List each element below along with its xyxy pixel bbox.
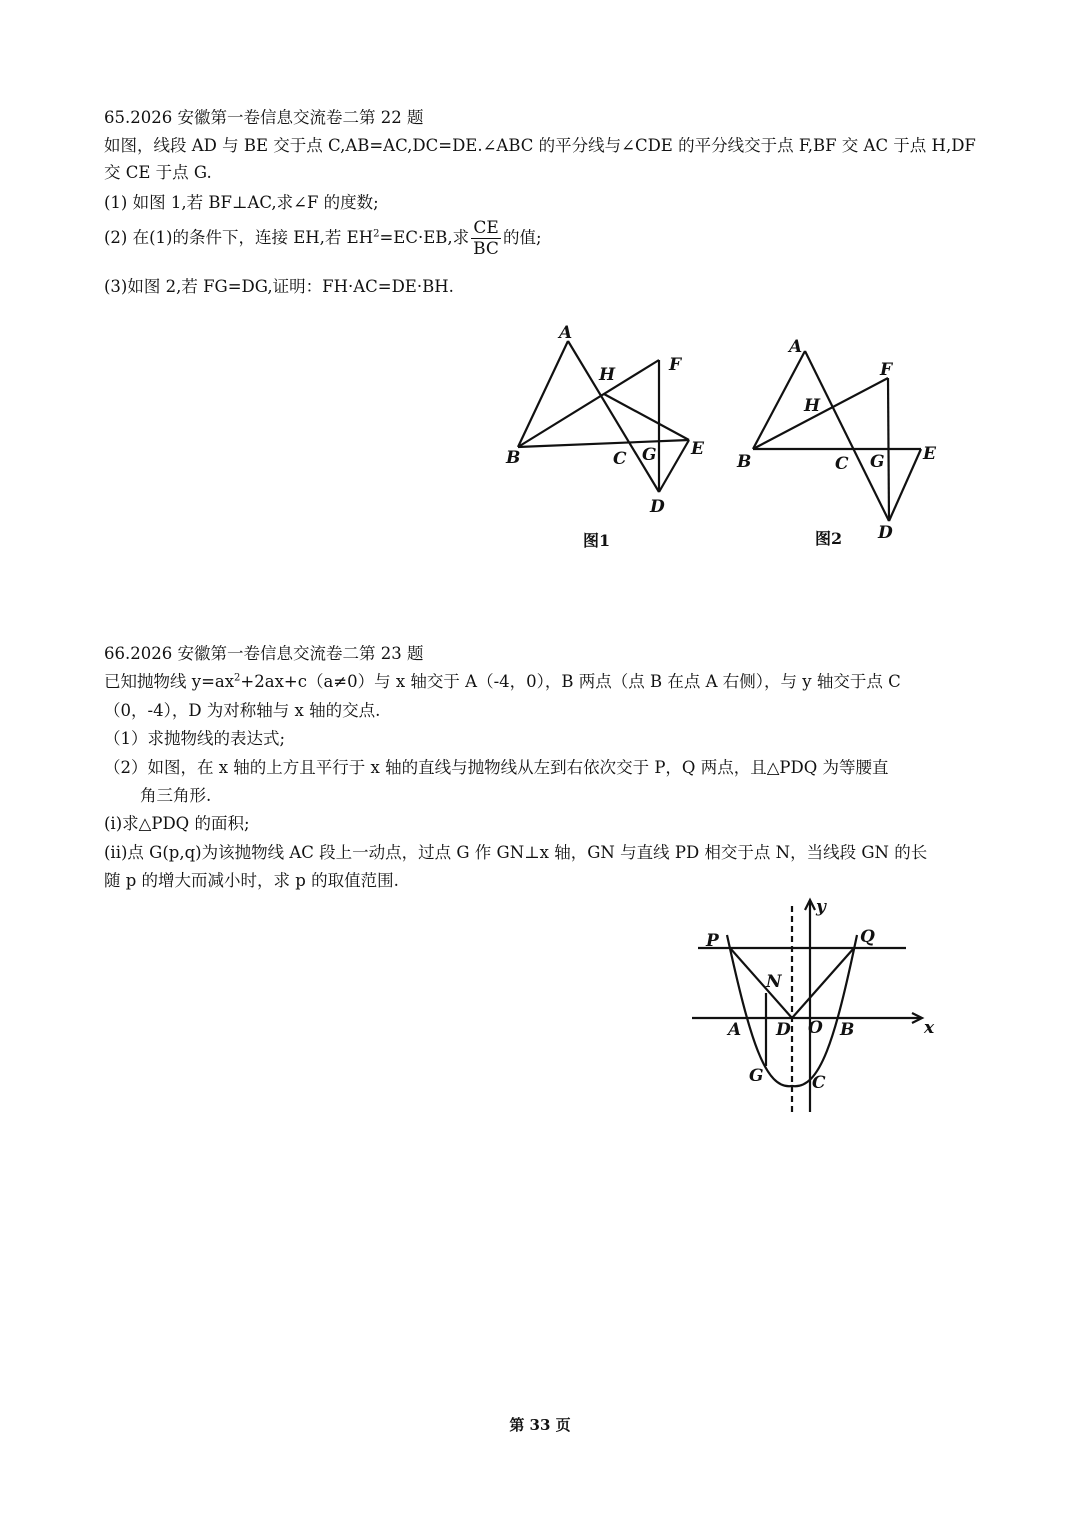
fig2-label-A: A: [789, 337, 803, 357]
q66-sub1: (i)求△PDQ 的面积;: [104, 814, 250, 833]
fig2-label-D: D: [878, 523, 893, 543]
q66-title: 66.2026 安徽第一卷信息交流卷二第 23 题: [104, 644, 424, 663]
q65-part2-sup: 2: [373, 228, 380, 240]
segment-PD: [730, 948, 792, 1018]
fig1-label-D: D: [650, 497, 665, 517]
label-x: x: [924, 1018, 935, 1038]
q65-figure-2: [725, 325, 955, 565]
q65-part3: (3)如图 2,若 FG=DG,证明：FH·AC=DE·BH.: [104, 277, 454, 296]
q66-stem-line1-b: +2ax+c（a≠0）与 x 轴交于 A（-4，0），B 两点（点 B 在点 A 右侧），与 y 轴交于点 C: [240, 672, 901, 691]
q65-figure-1: [495, 320, 725, 560]
q66-stem-line1-a: 已知抛物线 y=ax: [104, 672, 235, 691]
segment-QD: [792, 948, 854, 1018]
fig1-label-G: G: [642, 445, 657, 465]
fig2-label-B: B: [737, 452, 752, 472]
label-y: y: [816, 897, 826, 917]
fig1-segment-DE: [659, 440, 689, 492]
fig1-segment-HE: [604, 394, 689, 440]
q66-stem-line1: [104, 671, 901, 693]
label-O: O: [808, 1018, 823, 1038]
fig2-label-F: F: [880, 360, 893, 380]
label-C: C: [812, 1073, 826, 1093]
fig1-label-E: E: [691, 439, 704, 459]
q66-part2-line2: 角三角形.: [140, 786, 212, 805]
fig2-label-G: G: [870, 452, 885, 472]
fig2-segment-DE: [889, 449, 921, 521]
fig2-segment-FD: [888, 378, 889, 521]
q66-part1: （1）求抛物线的表达式;: [104, 729, 286, 748]
q66-stem-line2: （0，-4），D 为对称轴与 x 轴的交点.: [104, 701, 381, 720]
page-number: 第 33 页: [509, 1416, 571, 1434]
fig1-label-H: H: [599, 365, 616, 385]
q65-fraction: [471, 218, 501, 259]
fig1-label-F: F: [669, 355, 682, 375]
fig1-label-B: B: [506, 448, 521, 468]
q65-part1: (1) 如图 1,若 BF⊥AC,求∠F 的度数;: [104, 193, 379, 212]
q65-stem-line1: 如图，线段 AD 与 BE 交于点 C,AB=AC,DC=DE.∠ABC 的平分线与∠CDE 的平分线交于点 F,BF 交 AC 于点 H,DF: [104, 136, 976, 155]
label-B: B: [840, 1020, 855, 1040]
fig2-label-H: H: [804, 396, 821, 416]
q65-stem-line2: 交 CE 于点 G.: [104, 163, 212, 182]
q66-sub2-line2: 随 p 的增大而减小时，求 p 的取值范围.: [104, 871, 399, 890]
q65-part2: [104, 218, 542, 259]
fig2-label-E: E: [923, 444, 936, 464]
fig2-segment-BF: [753, 378, 888, 449]
label-P: P: [706, 931, 719, 951]
q65-part2-prefix: (2) 在(1)的条件下，连接 EH,若 EH: [104, 228, 374, 247]
label-N: N: [766, 972, 782, 992]
fig1-caption: 图1: [583, 531, 611, 550]
q66-part2-line1: （2）如图，在 x 轴的上方且平行于 x 轴的直线与抛物线从左到右依次交于 P，Q 两点，且△PDQ 为等腰直: [104, 758, 889, 777]
label-G: G: [749, 1066, 764, 1086]
q65-part2-suffix: 的值;: [502, 228, 542, 247]
label-A: A: [728, 1020, 742, 1040]
q66-stem-sup: 2: [234, 672, 241, 684]
fig2-caption: 图2: [815, 529, 843, 548]
fraction-denominator: BC: [473, 239, 499, 259]
fig1-label-C: C: [613, 449, 627, 469]
fig1-label-A: A: [559, 323, 573, 343]
q66-figure: [680, 890, 950, 1120]
q66-sub2-line1: (ii)点 G(p,q)为该抛物线 AC 段上一动点，过点 G 作 GN⊥x 轴，GN 与直线 PD 相交于点 N，当线段 GN 的长: [104, 843, 928, 862]
fig2-segment-AD: [805, 351, 889, 521]
label-D: D: [776, 1020, 791, 1040]
q65-title: 65.2026 安徽第一卷信息交流卷二第 22 题: [104, 108, 424, 127]
fig1-segment-BE: [518, 440, 689, 447]
fig2-label-C: C: [835, 454, 849, 474]
q65-part2-mid: =EC·EB,求: [379, 228, 470, 247]
fraction-numerator: CE: [471, 218, 501, 239]
label-Q: Q: [860, 927, 875, 947]
